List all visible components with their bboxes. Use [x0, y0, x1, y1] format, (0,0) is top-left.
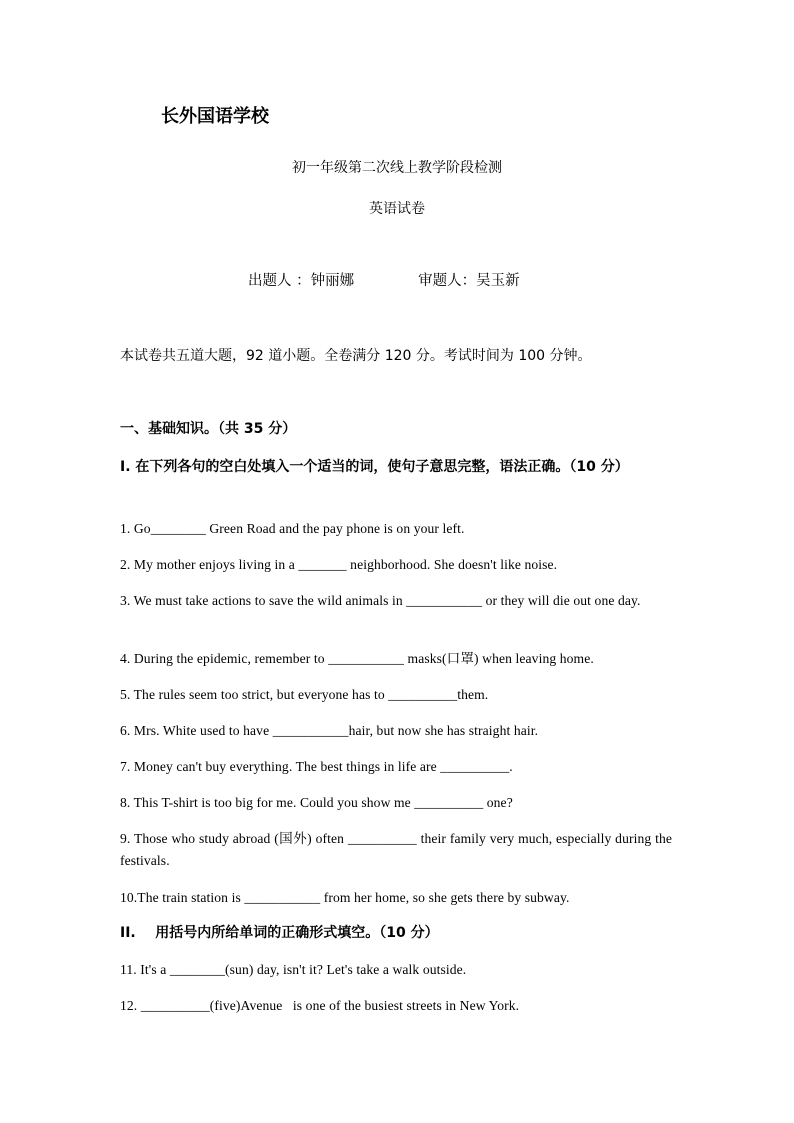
exam-instructions: 本试卷共五道大题，92 道小题。全卷满分 120 分。考试时间为 100 分钟。 [120, 348, 592, 364]
question-1: 1. Go________ Green Road and the pay phone is on your left. [120, 521, 465, 536]
question-6: 6. Mrs. White used to have ___________hair, but now she has straight hair. [120, 723, 539, 738]
authors-line [248, 271, 520, 291]
subject-title: 英语试卷 [369, 201, 425, 217]
question-4: 4. During the epidemic, remember to ___________ masks(口罩) when leaving home. [120, 651, 594, 666]
exam-title: 初一年级第二次线上教学阶段检测 [292, 160, 502, 176]
section1-heading: I. 在下列各句的空白处填入一个适当的词，使句子意思完整，语法正确。（10 分） [120, 459, 629, 475]
section2-heading: II. 用括号内所给单词的正确形式填空。（10 分） [120, 925, 439, 941]
question-3: 3. We must take actions to save the wild animals in ___________ or they will die out one day. [120, 593, 641, 608]
question-12: 12. __________(five)Avenue is one of the busiest streets in New York. [120, 998, 520, 1013]
question-7: 7. Money can't buy everything. The best things in life are __________. [120, 759, 513, 774]
setter: 出题人 ：钟丽娜 [248, 273, 355, 289]
question-5: 5. The rules seem too strict, but everyone has to __________them. [120, 687, 489, 702]
question-11: 11. It's a ________(sun) day, isn't it? Let's take a walk outside. [120, 962, 467, 977]
school-name: 长外国语学校 [161, 106, 269, 127]
part1-heading: 一、基础知识。（共 35 分） [120, 421, 297, 437]
question-9: 9. Those who study abroad (国外) often __________ their family very much, especially during the festivals. [120, 831, 672, 868]
question-10: 10.The train station is ___________ from her home, so she gets there by subway. [120, 890, 570, 905]
question-8: 8. This T-shirt is too big for me. Could you show me __________ one? [120, 795, 513, 810]
reviewer: 审题人：吴玉新 [418, 273, 520, 289]
question-2: 2. My mother enjoys living in a _______ neighborhood. She doesn't like noise. [120, 557, 558, 572]
